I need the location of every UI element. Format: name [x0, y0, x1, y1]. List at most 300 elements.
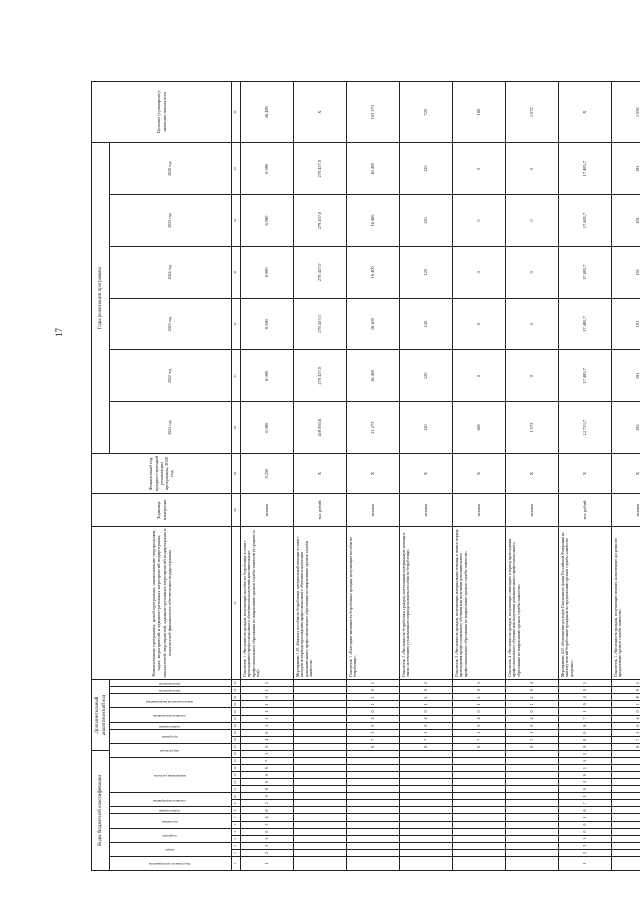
code-cell [347, 786, 400, 793]
row-2024-cell: 120 [400, 246, 453, 298]
row-2025-cell: 279 457,0 [294, 195, 347, 247]
code-cell [400, 807, 453, 814]
code-cell: 0 [241, 828, 294, 835]
row-2021-cell: 6 080 [241, 402, 294, 454]
code-cell: 1 [400, 701, 453, 708]
code-cell: 4 [241, 814, 294, 821]
code-cell: 0 [347, 722, 400, 729]
code-cell [294, 715, 347, 722]
code-cell: 1 [400, 729, 453, 736]
code-cell: 1 [506, 701, 559, 708]
table-row [347, 82, 400, 871]
code-cell [612, 814, 640, 821]
row-2026-cell: 279 457,0 [294, 143, 347, 195]
row-2024-cell: 279 457,0 [294, 246, 347, 298]
row-unit-cell: человек [506, 494, 559, 527]
code-cell: 0 [506, 687, 559, 694]
column-number: 27 [232, 527, 241, 680]
row-2021-cell: 12 723,7 [559, 402, 612, 454]
column-number-row [232, 82, 241, 871]
row-2024-cell: 16 400 [347, 246, 400, 298]
row-fin-year-cell: Х [559, 454, 612, 494]
code-cell: 1 [559, 793, 612, 800]
code-cell [294, 793, 347, 800]
row-name-cell: Показатель 1 «Ежегодная численность безработных граждан, получающих пособие по безработице» [347, 527, 400, 680]
code-cell: 5 [559, 758, 612, 765]
code-cell: 7 [400, 736, 453, 743]
row-2024-cell: 17 485,7 [559, 246, 612, 298]
column-number: 18 [232, 736, 241, 743]
row-2021-cell: 1 072 [506, 402, 559, 454]
row-2024-cell: 0 [453, 246, 506, 298]
row-target-cell: 169 [453, 82, 506, 143]
code-cell: 0 [453, 708, 506, 715]
code-cell [347, 807, 400, 814]
code-cell: 4 [559, 779, 612, 786]
code-cell: 9 [559, 743, 612, 750]
row-2026-cell: 6 080 [241, 143, 294, 195]
column-number: 16 [232, 750, 241, 757]
code-cell [400, 842, 453, 849]
code-cell [347, 800, 400, 807]
row-2026-cell: 0 [453, 143, 506, 195]
code-cell [400, 800, 453, 807]
table-body [241, 82, 640, 871]
code-cell [612, 821, 640, 828]
row-fin-year-cell: Х [453, 454, 506, 494]
row-fin-year-cell: Х [347, 454, 400, 494]
code-cell [294, 779, 347, 786]
code-cell: 1 [559, 835, 612, 842]
code-cell [347, 842, 400, 849]
code-cell [453, 821, 506, 828]
code-cell [453, 786, 506, 793]
row-2022-cell: 16 400 [347, 350, 400, 402]
code-cell: 4 [559, 694, 612, 701]
code-cell [294, 722, 347, 729]
code-cell: L [400, 694, 453, 701]
page-number: 17 [54, 328, 64, 337]
row-2022-cell: 6 080 [241, 350, 294, 402]
column-number: 34 [232, 195, 241, 247]
code-cell [347, 793, 400, 800]
code-cell: 0 [612, 722, 640, 729]
code-cell [294, 694, 347, 701]
program-code-header: программа [110, 814, 232, 828]
code-cell: 0 [241, 779, 294, 786]
main-event-code-header: основное мероприятие [110, 793, 232, 807]
code-cell: 0 [559, 828, 612, 835]
ds-num-header: номер показателя (мероприятия) [110, 694, 232, 708]
code-cell: 0 [559, 736, 612, 743]
code-cell: 7 [347, 736, 400, 743]
code-cell [347, 856, 400, 870]
code-cell [400, 772, 453, 779]
code-cell: 0 [400, 708, 453, 715]
code-cell [294, 708, 347, 715]
code-cell [612, 779, 640, 786]
row-name-cell: Показатель 1 «Численность граждан, получающих пособие по безработице в связи с прохождением профессионального обучения или получения дополнительного профессионального образования по направлению органов службы занятости (в среднем за год)» [241, 527, 294, 680]
rotated-table-container [91, 81, 640, 871]
code-cell: 0 [559, 729, 612, 736]
code-cell [612, 842, 640, 849]
code-cell: 6 [347, 743, 400, 750]
row-2026-cell: 16 400 [347, 143, 400, 195]
code-cell [400, 758, 453, 765]
row-2021-cell: 120 [400, 402, 453, 454]
row-name-cell: Мероприятие 4.07 «Возмещение расходов Пенсионного фонда Российской Федерации на выплату пенсий безработным гражданам по предложению органов службы занятости досрочно» [559, 527, 612, 680]
code-cell: 1 [612, 701, 640, 708]
table-row [559, 82, 612, 871]
code-cell: 4 [612, 715, 640, 722]
code-cell [612, 856, 640, 870]
code-cell: 0 [559, 701, 612, 708]
code-cell [294, 772, 347, 779]
code-cell: 6 [453, 743, 506, 750]
row-2022-cell: 279 457,0 [294, 350, 347, 402]
code-cell: 6 [612, 743, 640, 750]
code-cell: 3 [453, 680, 506, 687]
name-header: Наименование программы, целей программы, наименование подпрограмм, задач, мероприятий и административных мероприятий подпрограмм, показателей, мероприятий, административных мероприятий подпрограмм и показателей финансового обеспечения подпрограммы [92, 527, 232, 680]
code-cell [612, 772, 640, 779]
table-row [400, 82, 453, 871]
code-cell [294, 807, 347, 814]
code-cell [612, 750, 640, 757]
row-target-cell: 1 072 [506, 82, 559, 143]
code-cell [453, 800, 506, 807]
code-cell: 1 [241, 722, 294, 729]
code-cell: 4 [453, 715, 506, 722]
code-cell: 1 [241, 680, 294, 687]
code-cell: 6 [241, 807, 294, 814]
code-cell [453, 814, 506, 821]
year-2022-header: 2022 год [110, 350, 232, 402]
code-cell: 7 [559, 715, 612, 722]
row-target-cell: Х [559, 82, 612, 143]
row-unit-cell: человек [453, 494, 506, 527]
row-unit-cell: человек [400, 494, 453, 527]
table-row [612, 82, 640, 871]
code-cell: 7 [453, 736, 506, 743]
code-cell: 0 [241, 729, 294, 736]
row-2023-cell: 191 [612, 298, 640, 350]
code-cell [400, 814, 453, 821]
code-cell: 0 [241, 793, 294, 800]
code-cell: 4 [400, 715, 453, 722]
header-group-row [92, 82, 110, 871]
code-cell [453, 765, 506, 772]
code-cell [294, 821, 347, 828]
code-cell [347, 779, 400, 786]
code-cell: 0 [347, 708, 400, 715]
code-cell [453, 758, 506, 765]
code-cell: 3 [559, 842, 612, 849]
code-cell: 1 [559, 708, 612, 715]
row-2025-cell: 0 [453, 195, 506, 247]
code-cell [347, 821, 400, 828]
row-target-cell: 1 095 [612, 82, 640, 143]
row-2026-cell: 120 [400, 143, 453, 195]
code-cell: 3 [241, 842, 294, 849]
code-cell: 7 [506, 736, 559, 743]
code-cell [400, 765, 453, 772]
code-cell: 0 [612, 708, 640, 715]
row-2023-cell: 279 457,0 [294, 298, 347, 350]
code-cell: 3 [241, 821, 294, 828]
code-cell [612, 786, 640, 793]
code-cell [400, 793, 453, 800]
code-cell [453, 828, 506, 835]
code-cell: 0 [559, 821, 612, 828]
code-cell: 6 [241, 765, 294, 772]
column-number: 2 [232, 849, 241, 856]
code-cell [506, 821, 559, 828]
code-cell [294, 849, 347, 856]
column-number: 11 [232, 786, 241, 793]
row-target-cell: 720 [400, 82, 453, 143]
row-fin-year-cell: Х [400, 454, 453, 494]
code-cell [294, 736, 347, 743]
column-number: 21 [232, 715, 241, 722]
code-cell [400, 750, 453, 757]
code-cell [294, 750, 347, 757]
row-2025-cell: 16 400 [347, 195, 400, 247]
row-2023-cell: 6 080 [241, 298, 294, 350]
column-number: 5 [232, 828, 241, 835]
code-cell [506, 856, 559, 870]
code-cell: 6 [559, 807, 612, 814]
code-cell [294, 835, 347, 842]
code-cell: 1 [559, 765, 612, 772]
year-2026-header: 2026 год [110, 143, 232, 195]
column-number: 24 [232, 694, 241, 701]
column-number: 20 [232, 722, 241, 729]
code-cell: 2 [559, 750, 612, 757]
code-cell [294, 800, 347, 807]
table-row [241, 82, 294, 871]
code-cell [506, 772, 559, 779]
code-cell [347, 750, 400, 757]
table-row [453, 82, 506, 871]
code-cell [400, 849, 453, 856]
code-cell [506, 814, 559, 821]
row-2024-cell: 0 [506, 246, 559, 298]
row-2025-cell: 120 [400, 195, 453, 247]
code-cell: 6 [506, 743, 559, 750]
row-target-cell: 103 273 [347, 82, 400, 143]
code-cell: 0 [559, 786, 612, 793]
code-cell: 4 [506, 715, 559, 722]
ds-code-header: тип показателя [110, 680, 232, 687]
code-cell: 1 [506, 729, 559, 736]
code-cell: 0 [241, 694, 294, 701]
gr-admin-header: Код главного распорядителя [110, 856, 232, 870]
column-number: 7 [232, 814, 241, 821]
column-number: 14 [232, 765, 241, 772]
code-cell: 1 [241, 835, 294, 842]
row-2021-cell: 21 273 [347, 402, 400, 454]
code-cell [400, 835, 453, 842]
code-cell: 1 [241, 701, 294, 708]
row-2022-cell: 0 [453, 350, 506, 402]
code-cell [453, 807, 506, 814]
row-target-cell: 36 480 [241, 82, 294, 143]
target-header: Целевое (суммарное) значение показателя [92, 82, 232, 143]
row-name-cell: Показатель 1 «Численность граждан, получающих пенсию, назначенную досрочно по предложению органов службы занятости» [612, 527, 640, 680]
code-cell: 0 [612, 687, 640, 694]
code-cell: 2 [400, 680, 453, 687]
code-cell [294, 828, 347, 835]
column-number: 3 [232, 842, 241, 849]
row-2026-cell: 191 [612, 143, 640, 195]
code-cell [612, 807, 640, 814]
code-cell [294, 701, 347, 708]
code-cell [294, 814, 347, 821]
years-group: Годы реализации программы [92, 143, 110, 454]
code-cell [453, 772, 506, 779]
code-cell [294, 758, 347, 765]
code-cell: 1 [453, 729, 506, 736]
row-unit-cell: тыс. рублей [559, 494, 612, 527]
code-cell: 0 [241, 772, 294, 779]
code-cell [347, 765, 400, 772]
row-2021-cell: 418 850,6 [294, 402, 347, 454]
ds-type-header: тип показателя [110, 687, 232, 694]
column-number: 32 [232, 298, 241, 350]
row-fin-year-cell: 9 250 [241, 454, 294, 494]
row-name-cell: Показатель 2 «Численность безработных граждан, получающих материальную помощь в связи с истечением установленного периода выплаты пособия по безработице» [400, 527, 453, 680]
code-cell: 1 [347, 680, 400, 687]
code-cell: 6 [400, 743, 453, 750]
code-cell: 1 [559, 680, 612, 687]
code-cell [294, 729, 347, 736]
code-cell [453, 849, 506, 856]
row-2023-cell: 16 400 [347, 298, 400, 350]
row-2021-cell: 195 [612, 402, 640, 454]
year-2023-header: 2023 год [110, 298, 232, 350]
code-cell: L [347, 694, 400, 701]
code-cell: 0 [559, 772, 612, 779]
code-cell: P [612, 694, 640, 701]
ds-subprogram-header: подпрограмма [110, 722, 232, 729]
code-cell: 0 [347, 687, 400, 694]
code-cell [294, 842, 347, 849]
code-cell [400, 856, 453, 870]
row-2023-cell: 0 [453, 298, 506, 350]
code-cell [453, 856, 506, 870]
row-unit-cell: человек [241, 494, 294, 527]
code-cell [453, 842, 506, 849]
column-number: 1 [232, 856, 241, 870]
column-number: 12 [232, 779, 241, 786]
row-2025-cell: 6 080 [241, 195, 294, 247]
table-row [506, 82, 559, 871]
column-number: 26 [232, 680, 241, 687]
column-number: 29 [232, 454, 241, 494]
column-number: 17 [232, 743, 241, 750]
code-cell [294, 687, 347, 694]
column-number: 13 [232, 772, 241, 779]
code-cell: 4 [241, 736, 294, 743]
column-number: 10 [232, 793, 241, 800]
code-cell [612, 758, 640, 765]
column-number: 31 [232, 350, 241, 402]
code-cell [294, 680, 347, 687]
code-cell [347, 758, 400, 765]
code-cell [294, 743, 347, 750]
code-cell [612, 849, 640, 856]
code-cell [506, 807, 559, 814]
column-number: 35 [232, 143, 241, 195]
code-cell: 1 [612, 729, 640, 736]
row-2025-cell: 17 485,7 [559, 195, 612, 247]
code-cell [400, 821, 453, 828]
row-2023-cell: 17 485,7 [559, 298, 612, 350]
code-cell: 1 [241, 708, 294, 715]
code-cell [612, 828, 640, 835]
row-2025-cell: 191 [612, 195, 640, 247]
row-2022-cell: 191 [612, 350, 640, 402]
code-cell [506, 849, 559, 856]
code-cell: 4 [347, 715, 400, 722]
razdel-header: раздел [110, 842, 232, 856]
ds-program-header: программа [110, 729, 232, 743]
column-number: 6 [232, 821, 241, 828]
code-cell: 7 [612, 736, 640, 743]
code-cell [453, 793, 506, 800]
year-2025-header: 2025 год [110, 195, 232, 247]
row-2021-cell: 169 [453, 402, 506, 454]
column-number: 33 [232, 246, 241, 298]
code-cell [506, 800, 559, 807]
table-row [294, 82, 347, 871]
code-cell: 1 [612, 680, 640, 687]
code-cell: 1 [241, 687, 294, 694]
code-cell [400, 786, 453, 793]
code-cell [347, 835, 400, 842]
code-cell: 0 [453, 687, 506, 694]
code-cell: L [453, 694, 506, 701]
column-number: 9 [232, 800, 241, 807]
code-cell: 1 [241, 856, 294, 870]
code-cell: 1 [241, 750, 294, 757]
code-cell: 1 [347, 729, 400, 736]
code-cell [347, 814, 400, 821]
code-cell: 2 [241, 849, 294, 856]
row-fin-year-cell: Х [506, 454, 559, 494]
code-cell [506, 758, 559, 765]
code-cell [506, 835, 559, 842]
ds-event-header: основное мероприятие [110, 708, 232, 722]
vid-rashodov-header: вид расходов [110, 743, 232, 757]
column-number: 19 [232, 729, 241, 736]
code-cell [506, 828, 559, 835]
code-cell: 0 [506, 722, 559, 729]
row-2024-cell: 191 [612, 246, 640, 298]
code-cell [453, 750, 506, 757]
row-2022-cell: 17 485,7 [559, 350, 612, 402]
code-cell [612, 835, 640, 842]
code-cell: 7 [559, 800, 612, 807]
row-name-cell: Показатель 3 «Численность граждан, получающих материальную помощь в связи в период прохождения профессионального обучения или получения дополнительного профессионального образования по направлению органов службы занятости» [453, 527, 506, 680]
code-cell [453, 779, 506, 786]
code-cell [506, 765, 559, 772]
code-cell: 0 [400, 687, 453, 694]
code-cell: L [506, 694, 559, 701]
code-cell [612, 765, 640, 772]
program-indicators-table [91, 81, 640, 871]
code-cell: 4 [506, 680, 559, 687]
